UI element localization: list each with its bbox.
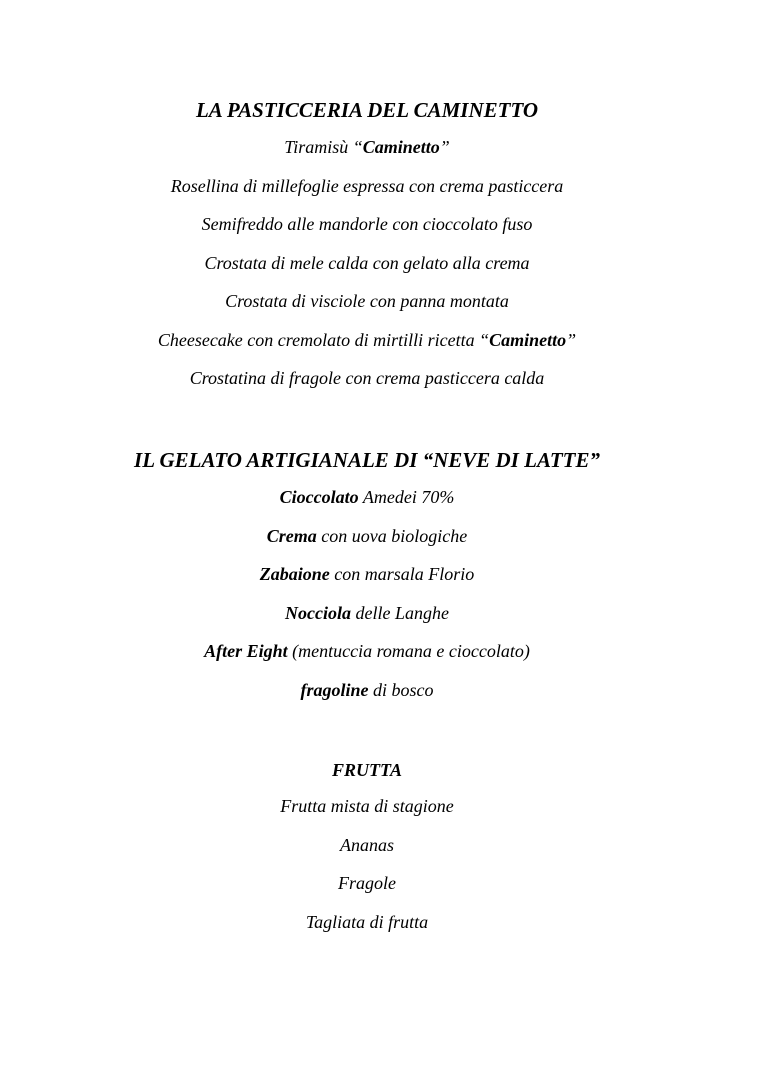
section-frutta xyxy=(0,757,734,941)
menu-item xyxy=(0,826,734,865)
menu-items-list xyxy=(0,128,734,398)
menu-item-highlight: Crema xyxy=(266,525,317,546)
menu-item-highlight: Cioccolato xyxy=(279,487,359,507)
menu-item-text: Ananas xyxy=(340,834,394,855)
menu-item-text: Semifreddo alle mandorle con cioccolato fuso xyxy=(201,214,533,234)
menu-item xyxy=(0,555,734,594)
menu-item-text: Frutta mista di stagione xyxy=(280,796,454,816)
section-gelato xyxy=(0,447,734,709)
menu-item-highlight: After Eight xyxy=(204,641,288,661)
menu-item-text: delle Langhe xyxy=(351,602,449,623)
menu-item-text: Rosellina di millefoglie espressa con crema pasticcera xyxy=(170,175,564,196)
section-title: LA PASTICCERIA DEL CAMINETTO xyxy=(195,98,539,122)
menu-item-text: Tagliata di frutta xyxy=(305,911,429,932)
menu-item-highlight: Caminetto xyxy=(362,137,440,157)
menu-item xyxy=(0,321,734,360)
section-title: FRUTTA xyxy=(331,760,402,780)
menu-item-text: con marsala Florio xyxy=(329,564,475,584)
menu-item xyxy=(0,632,734,671)
menu-item xyxy=(0,787,734,826)
menu-item xyxy=(0,359,734,398)
menu-item xyxy=(0,205,734,244)
section-pasticceria xyxy=(0,97,734,398)
menu-item-text: Tiramisù “ xyxy=(284,137,363,157)
menu-item-text: Crostata di visciole con panna montata xyxy=(225,291,509,311)
menu-item-text: (mentuccia romana e cioccolato) xyxy=(287,641,530,661)
menu-item xyxy=(0,517,734,556)
menu-items-list xyxy=(0,478,734,709)
section-title: IL GELATO ARTIGIANALE DI “NEVE DI LATTE” xyxy=(134,448,600,472)
menu-item-text: Crostata di mele calda con gelato alla crema xyxy=(204,252,530,273)
menu-item xyxy=(0,478,734,517)
menu-item xyxy=(0,128,734,167)
menu-item-highlight: fragoline xyxy=(300,679,369,700)
menu-item-highlight: Zabaione xyxy=(259,564,330,584)
menu-item-text: Cheesecake con cremolato di mirtilli ricetta “ xyxy=(157,329,490,350)
menu-item-text: di bosco xyxy=(368,679,434,700)
menu-item xyxy=(0,167,734,206)
menu-item-text: Amedei 70% xyxy=(358,487,455,507)
menu-item xyxy=(0,671,734,710)
menu-item xyxy=(0,594,734,633)
menu-item-text: ” xyxy=(439,137,450,157)
menu-item-highlight: Caminetto xyxy=(489,329,567,350)
menu-item-text: con uova biologiche xyxy=(316,525,468,546)
menu-item xyxy=(0,282,734,321)
menu-item-text: Crostatina di fragole con crema pasticcera calda xyxy=(189,368,545,388)
menu-item-text: Fragole xyxy=(338,873,396,893)
menu-item-text: ” xyxy=(566,329,577,350)
menu-item-highlight: Nocciola xyxy=(285,602,351,623)
menu-item xyxy=(0,244,734,283)
menu-item xyxy=(0,903,734,942)
menu-items-list xyxy=(0,787,734,941)
menu-item xyxy=(0,864,734,903)
